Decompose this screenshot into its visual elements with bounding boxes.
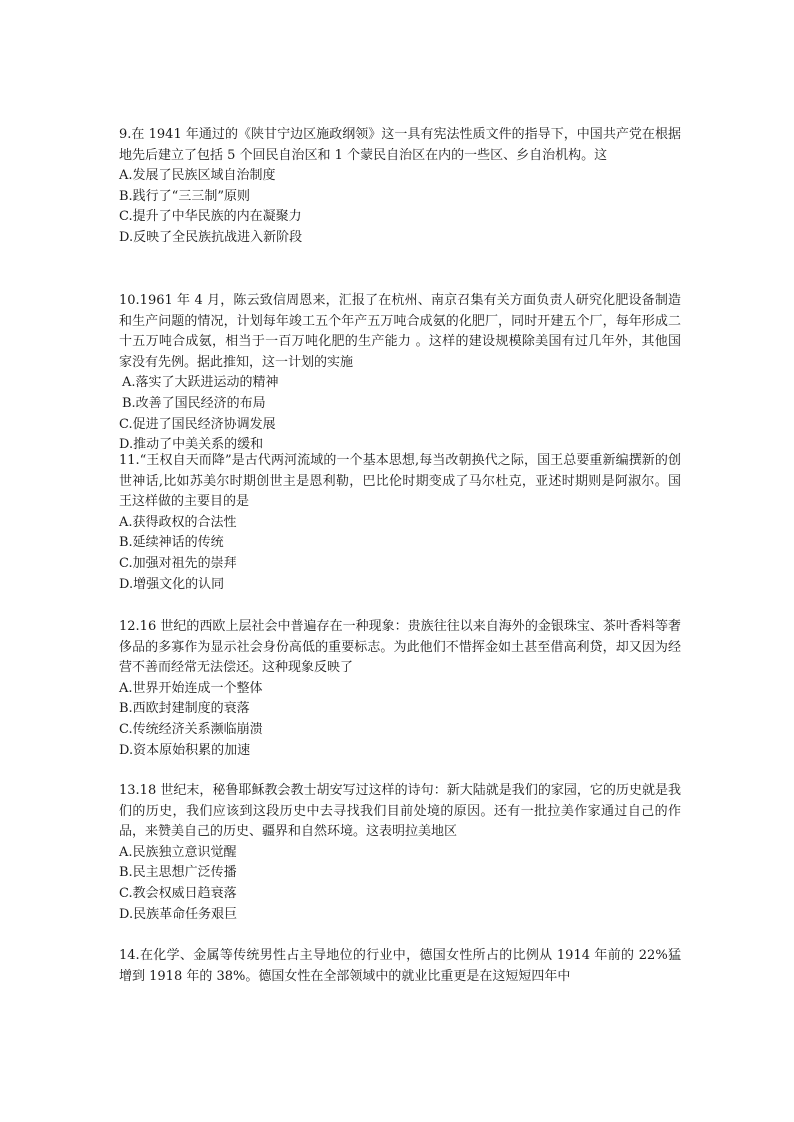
option-d: D.反映了全民族抗战进入新阶段 bbox=[119, 229, 303, 245]
question-stem: 14.在化学、金属等传统男性占主导地位的行业中，德国女性所占的比例从 1914 年前的 22%猛增到 1918 年的 38%。德国女性在全部领域中的就业比重更是在这短短四年中 bbox=[119, 948, 681, 984]
option-c: C.提升了中华民族的内在凝聚力 bbox=[119, 209, 302, 225]
question-10 bbox=[119, 291, 681, 456]
question-stem: 9.在 1941 年通过的《陕甘宁边区施政纲领》这一具有宪法性质文件的指导下，中国共产党在根据地先后建立了包括 5 个回民自治区和 1 个蒙民自治区在内的一些区、乡自治机构。这 bbox=[119, 127, 681, 163]
option-c: C.促进了国民经济协调发展 bbox=[119, 416, 276, 432]
option-d: D.民族革命任务艰巨 bbox=[119, 906, 238, 922]
option-c: C.传统经济关系濒临崩溃 bbox=[119, 721, 263, 737]
option-d: D.推动了中美关系的缓和 bbox=[119, 437, 264, 453]
option-a: A.落实了大跃进运动的精神 bbox=[122, 375, 279, 391]
option-d: D.资本原始积累的加速 bbox=[119, 742, 251, 758]
question-14 bbox=[119, 946, 681, 987]
question-stem: 10.1961 年 4 月，陈云致信周恩来，汇报了在杭州、南京召集有关方面负责人研究化肥设备制造和生产问题的情况，计划每年竣工五个年产五万吨合成氨的化肥厂，同时开建五个厂，每年形成二十五万吨合成氨，相当于一百万吨化肥的生产能力 。这样的建设规模除美国有过几年外，其他国家没有先例。据此推知，这一计划的实施 bbox=[119, 293, 681, 370]
option-d: D.增强文化的认同 bbox=[119, 576, 225, 592]
option-c: C.加强对祖先的崇拜 bbox=[119, 555, 237, 571]
option-b: B.践行了“三三制”原则 bbox=[119, 188, 250, 204]
question-12 bbox=[119, 617, 681, 761]
option-a: A.获得政权的合法性 bbox=[119, 514, 237, 530]
option-b: B.民主思想广泛传播 bbox=[119, 865, 237, 881]
question-11 bbox=[119, 451, 681, 595]
option-b: B.延续神话的传统 bbox=[119, 535, 224, 551]
option-a: A.发展了民族区域自治制度 bbox=[119, 168, 276, 184]
question-stem: 13.18 世纪末，秘鲁耶稣教会教士胡安写过这样的诗句：新大陆就是我们的家园，它的历史就是我们的历史，我们应该到这段历史中去寻找我们目前处境的原因。还有一批拉美作家通过自己的作品，来赞美自己的历史、疆界和自然环境。这表明拉美地区 bbox=[119, 783, 681, 840]
option-b: B.西欧封建制度的衰落 bbox=[119, 701, 250, 717]
question-stem: 11.“王权自天而降”是古代两河流域的一个基本思想,每当改朝换代之际，国王总要重新编撰新的创世神话,比如苏美尔时期创世主是恩利勒，巴比伦时期变成了马尔杜克，亚述时期则是阿淑尔。国王这样做的主要目的是 bbox=[119, 453, 681, 510]
question-9 bbox=[119, 125, 681, 249]
option-a: A.世界开始连成一个整体 bbox=[119, 680, 263, 696]
option-c: C.教会权威日趋衰落 bbox=[119, 885, 237, 901]
question-stem: 12.16 世纪的西欧上层社会中普遍存在一种现象：贵族往往以来自海外的金银珠宝、茶叶香料等奢侈品的多寡作为显示社会身份高低的重要标志。为此他们不惜挥金如土甚至借高利贷，却又因为经营不善而经常无法偿还。这种现象反映了 bbox=[119, 619, 681, 676]
option-b: B.改善了国民经济的布局 bbox=[122, 395, 266, 411]
option-a: A.民族独立意识觉醒 bbox=[119, 844, 237, 860]
question-13 bbox=[119, 781, 681, 925]
